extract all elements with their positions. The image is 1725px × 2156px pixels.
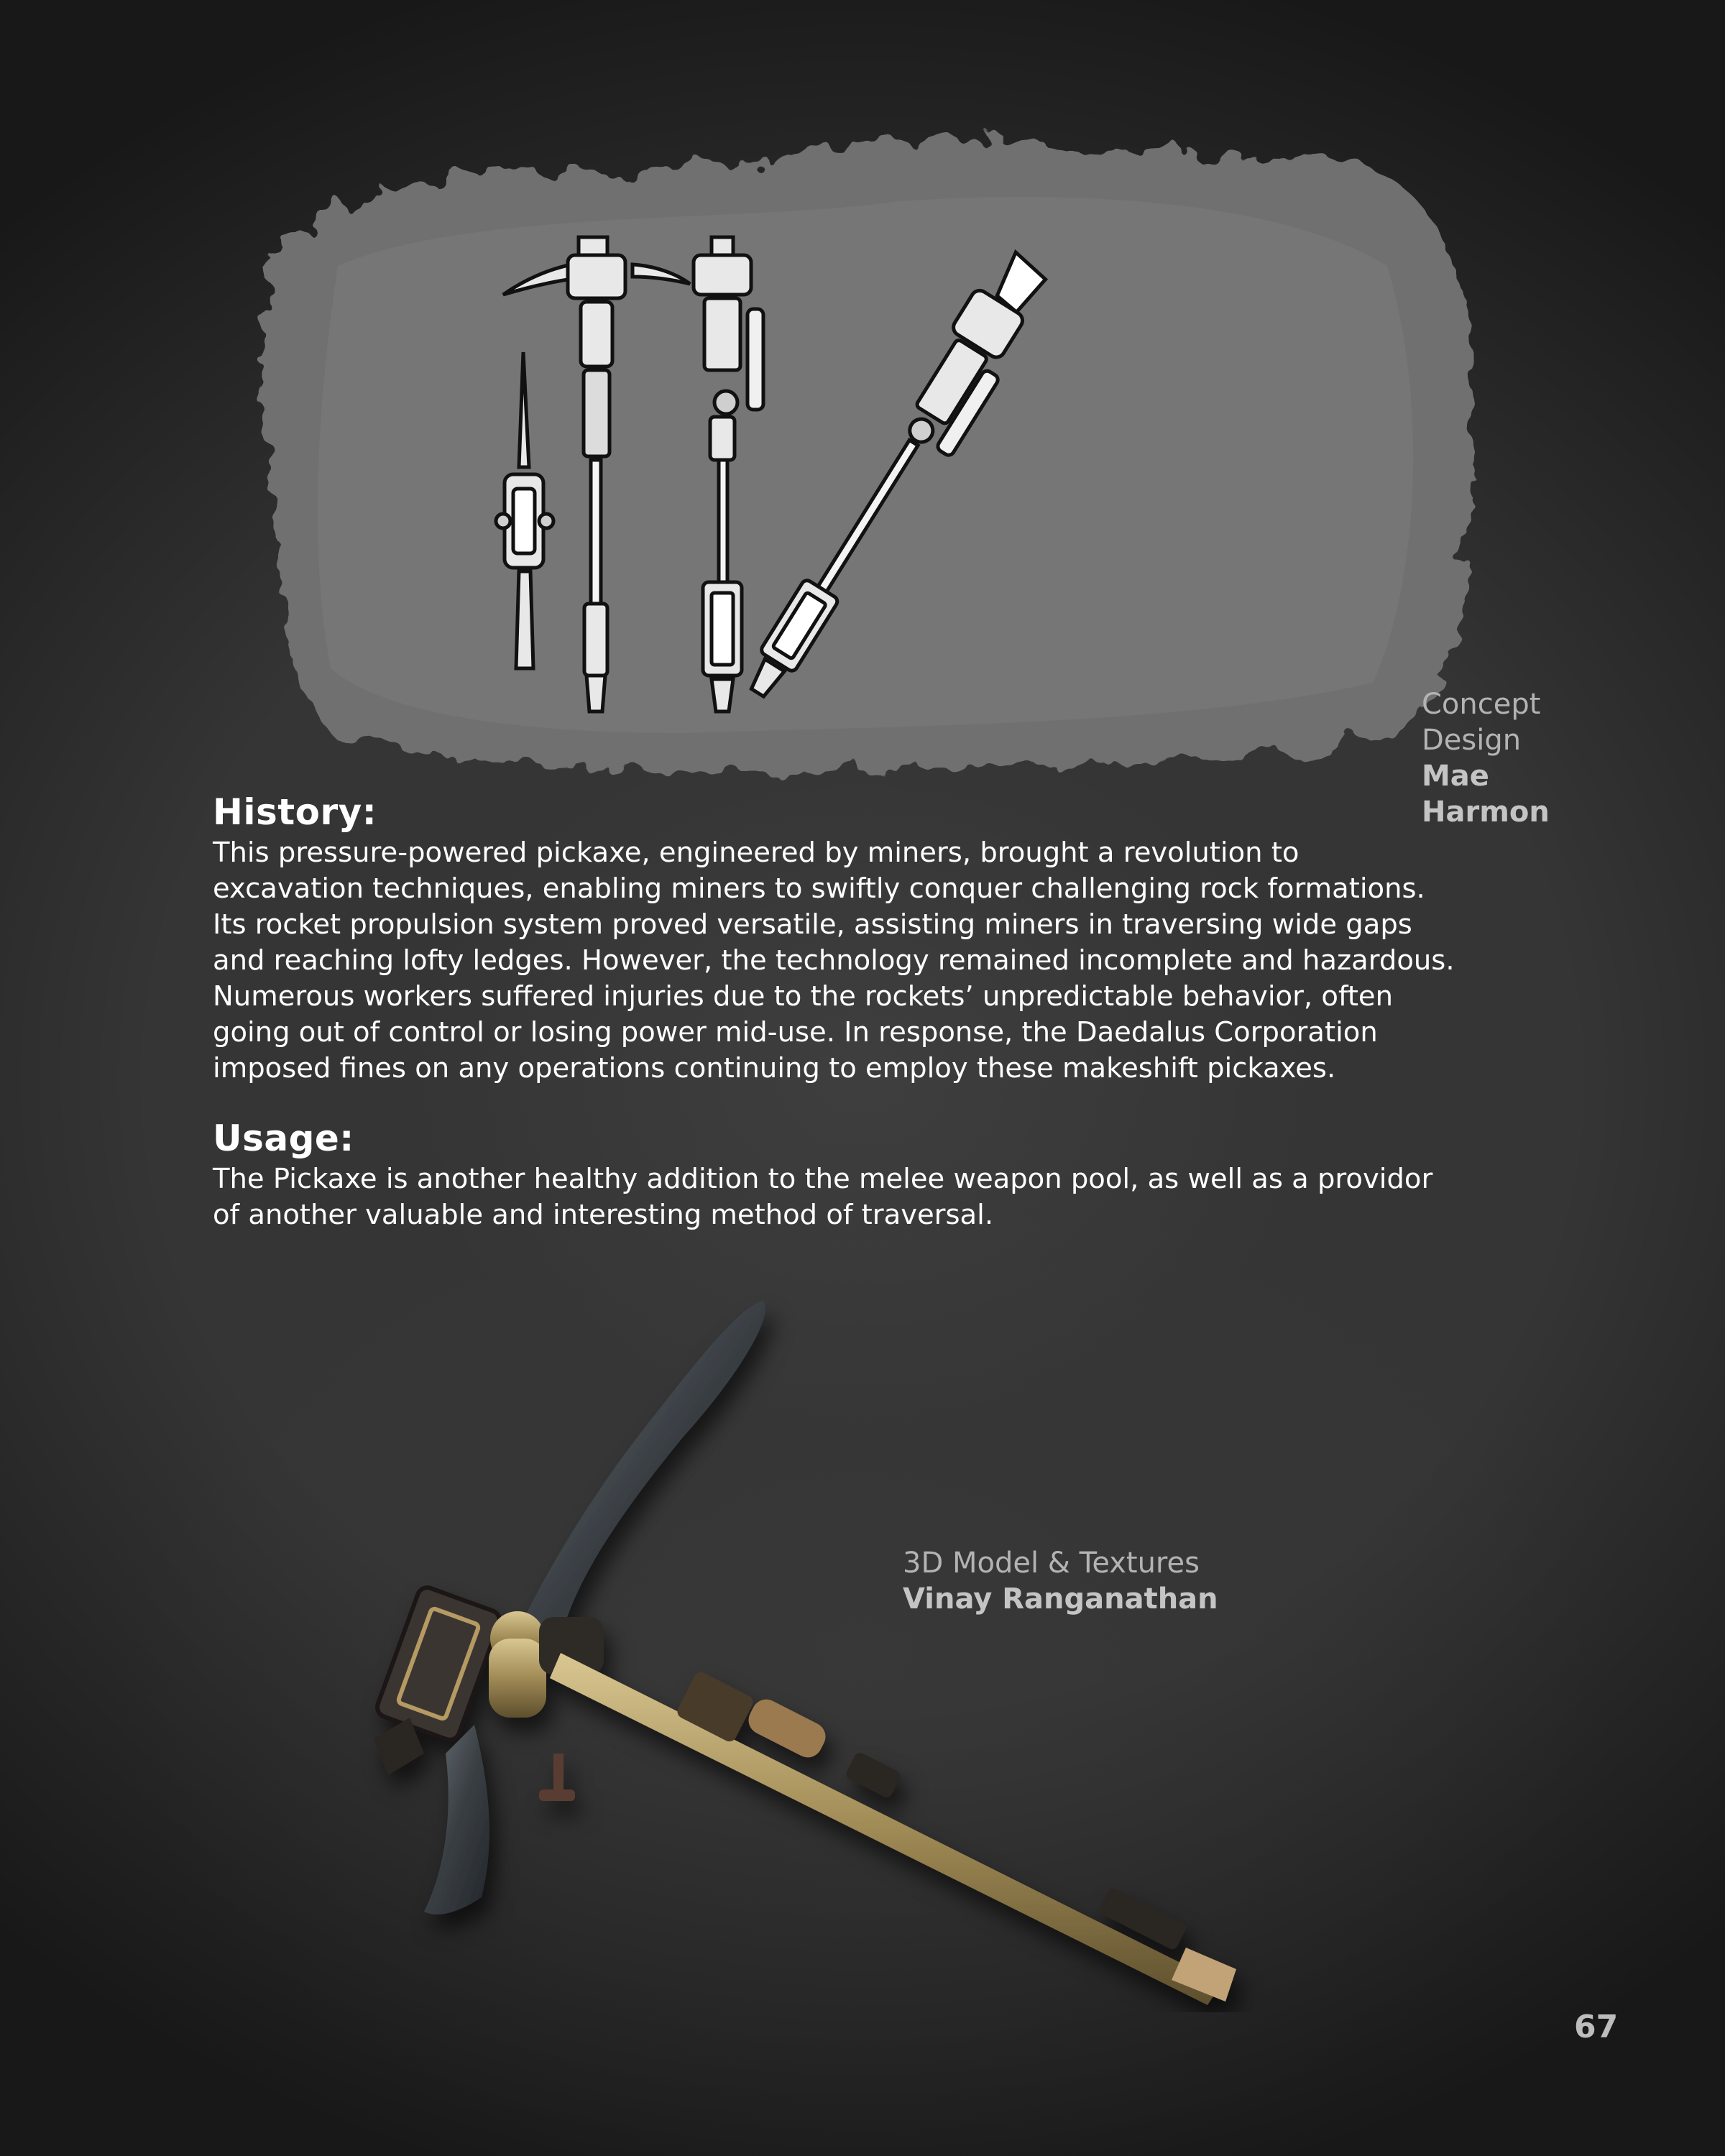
page-number: 67 <box>1574 2009 1619 2045</box>
concept-credit-name: Mae Harmon <box>1422 760 1550 829</box>
model-handle-shaft <box>550 1653 1222 2005</box>
history-line: This pressure-powered pickaxe, engineered by miners, brought a revolution to <box>213 837 1300 869</box>
model-credit <box>903 1545 1218 1617</box>
model-credit-role: 3D Model & Textures <box>903 1547 1200 1580</box>
history-heading: History: <box>213 791 377 833</box>
history-section <box>213 789 1550 1087</box>
usage-line: of another valuable and interesting method of traversal. <box>213 1199 994 1231</box>
usage-line: The Pickaxe is another healthy addition to the melee weapon pool, as well as a providor <box>213 1163 1433 1195</box>
history-text <box>213 835 1550 1087</box>
usage-heading: Usage: <box>213 1118 354 1159</box>
model-credit-name: Vinay Ranganathan <box>903 1583 1218 1616</box>
history-line: imposed fines on any operations continuing to employ these makeshift pickaxes. <box>213 1052 1336 1084</box>
concept-sketches <box>252 122 1502 791</box>
model-lower-blade <box>424 1725 489 1915</box>
pickaxe-3d-render <box>345 1279 1351 2012</box>
usage-section <box>213 1115 1550 1233</box>
history-line: and reaching lofty ledges. However, the technology remained incomplete and hazardous. <box>213 944 1455 977</box>
usage-text <box>213 1161 1550 1233</box>
history-line: excavation techniques, enabling miners to swiftly conquer challenging rock formations. <box>213 872 1425 905</box>
concept-credit-role: Concept Design <box>1422 688 1541 757</box>
history-line: Its rocket propulsion system proved versatile, assisting miners in traversing wide gaps <box>213 908 1412 941</box>
history-line: going out of control or losing power mid-use. In response, the Daedalus Corporation <box>213 1016 1378 1049</box>
history-line: Numerous workers suffered injuries due to the rockets’ unpredictable behavior, often <box>213 980 1394 1013</box>
model-upper-blade <box>525 1301 765 1639</box>
